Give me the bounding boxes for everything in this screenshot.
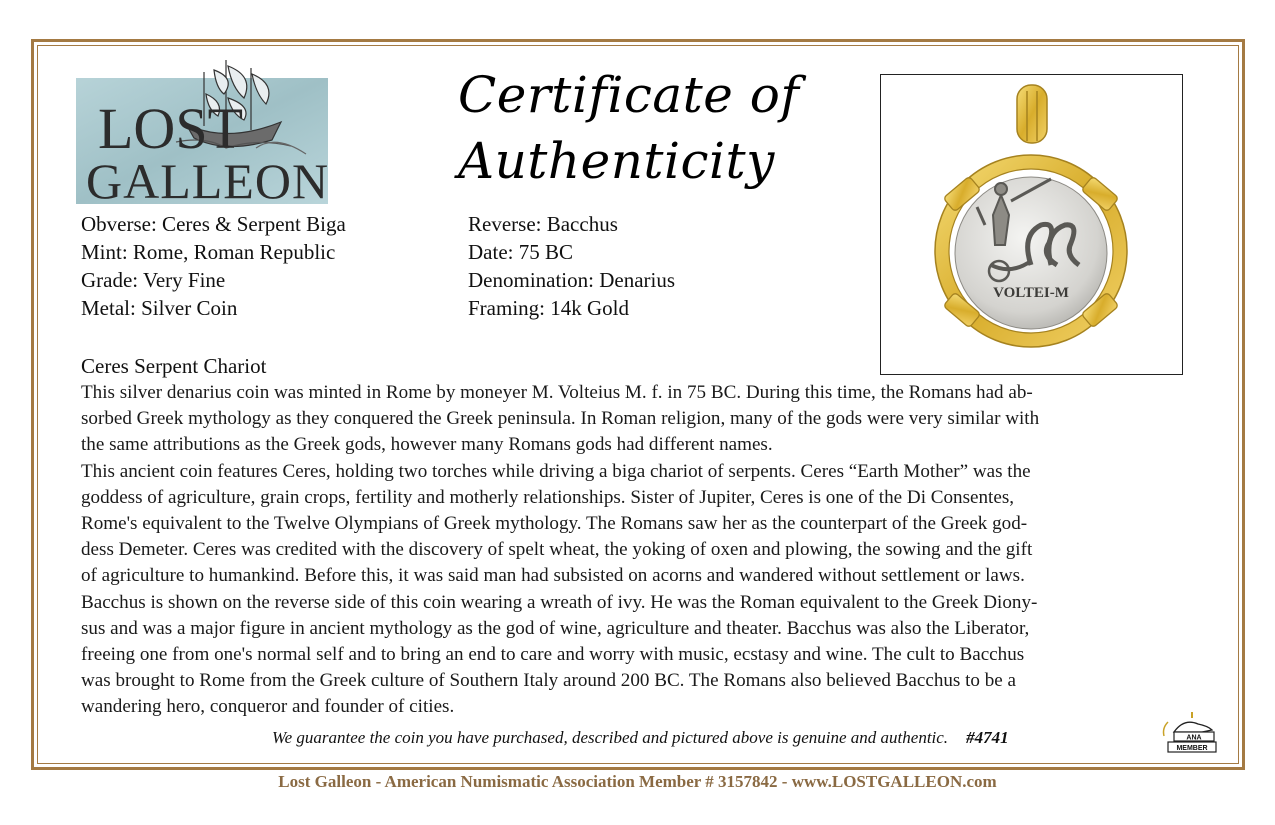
attr-metal: Metal: Silver Coin: [81, 296, 238, 320]
attr-grade: Grade: Very Fine: [81, 268, 226, 292]
description-line: of agriculture to humankind. Before this, it was said man had subsisted on acorns and wandered without settlement or laws.: [81, 565, 1025, 587]
description-line: dess Demeter. Ceres was credited with the discovery of spelt wheat, the yoking of oxen and plowing, the sowing and the gift: [81, 539, 1033, 561]
section-title: Ceres Serpent Chariot: [81, 354, 267, 378]
attributes-left: [81, 210, 346, 322]
guarantee-text: We guarantee the coin you have purchased, described and pictured above is genuine and authentic.: [272, 728, 949, 747]
description: [81, 380, 1211, 721]
ana-member-badge: [1154, 706, 1220, 756]
title-line-2: Authenticity: [458, 132, 775, 190]
title-line-1: Certificate of: [458, 66, 800, 124]
description-line: sus and was a major figure in ancient mythology as the god of wine, agriculture and theater. Bacchus was also the Liberator,: [81, 617, 1030, 639]
coin-legend: VOLTEI-M: [993, 285, 1069, 301]
attr-mint: Mint: Rome, Roman Republic: [81, 240, 336, 264]
lost-galleon-logo: [76, 58, 330, 204]
coin-pendant-image: [881, 75, 1181, 373]
attr-obverse: Obverse: Ceres & Serpent Biga: [81, 212, 346, 236]
description-line: sorbed Greek mythology as they conquered the Greek peninsula. In Roman religion, many of the gods were very similar with: [81, 408, 1040, 430]
certificate-number: #4741: [966, 728, 1009, 747]
attr-framing: Framing: 14k Gold: [468, 296, 629, 320]
description-line: This ancient coin features Ceres, holding two torches while driving a biga chariot of serpents. Ceres “Earth Mother” was the: [81, 460, 1031, 482]
logo-text-lost: LOST: [98, 96, 243, 161]
svg-text:MEMBER: MEMBER: [1176, 745, 1208, 752]
description-line: was brought to Rome from the Greek culture of Southern Italy around 200 BC. The Romans also believed Bacchus to be a: [81, 670, 1017, 692]
attr-denomination: Denomination: Denarius: [468, 268, 676, 292]
ana-lamp-icon: [1154, 706, 1220, 756]
attr-reverse: Reverse: Bacchus: [468, 212, 618, 236]
pendant-bail-icon: [1017, 85, 1047, 143]
description-line: wandering hero, conqueror and founder of cities.: [81, 696, 455, 718]
logo-graphic: [76, 58, 330, 204]
certificate-title: [458, 62, 838, 194]
description-line: the same attributions as the Greek gods, however many Romans gods had different names.: [81, 434, 773, 456]
description-line: This silver denarius coin was minted in Rome by moneyer M. Volteius M. f. in 75 BC. During this time, the Romans had ab-: [81, 382, 1033, 403]
attributes-right: [468, 210, 675, 322]
logo-text-galleon: GALLEON: [86, 153, 330, 204]
description-line: Bacchus is shown on the reverse side of this coin wearing a wreath of ivy. He was the Roman equivalent to the Greek Diony-: [81, 591, 1038, 613]
description-line: goddess of agriculture, grain crops, fertility and motherly relationships. Sister of Jupiter, Ceres is one of the Di Consentes,: [81, 486, 1015, 508]
attr-date: Date: 75 BC: [468, 240, 573, 264]
description-line: freeing one from one's normal self and to bring an end to care and worry with music, ecstasy and wine. The cult to Bacchus: [81, 644, 1025, 666]
description-line: Rome's equivalent to the Twelve Olympians of Greek mythology. The Romans saw her as the counterpart of the Greek god-: [81, 513, 1028, 535]
coin-image-frame: [880, 74, 1183, 375]
guarantee-statement: [272, 728, 1009, 748]
footer-ana-membership: Lost Galleon - American Numismatic Association Member # 3157842 - www.LOSTGALLEON.com: [278, 772, 997, 791]
svg-text:ANA: ANA: [1186, 734, 1202, 742]
silver-coin: [955, 177, 1107, 329]
